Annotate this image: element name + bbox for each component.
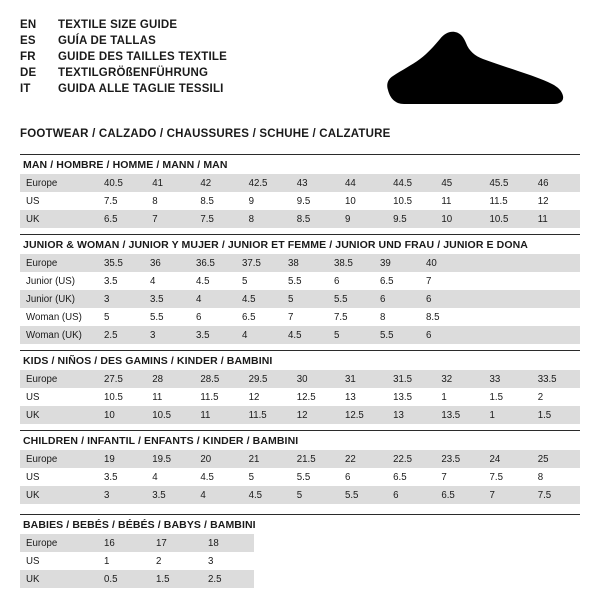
cell: 10 [98,406,146,424]
row-label: Europe [20,174,98,192]
table-row [20,308,580,326]
cell: 7.5 [104,195,118,207]
cell [523,272,580,290]
size-table-babies [20,534,580,588]
cell [466,308,523,326]
cell: 6 [374,290,420,308]
cell: 6.5 [98,210,146,228]
cell: 9 [339,210,387,228]
cell [254,570,580,588]
cell: 11 [441,195,452,207]
cell [254,552,580,570]
cell: 8 [152,195,158,207]
cell: 17 [150,534,202,552]
cell: 10.5 [484,210,532,228]
cell: 3 [98,290,144,308]
cell: 1.5 [532,406,580,424]
cell: 12 [248,391,260,403]
cell: 7.5 [532,486,580,504]
cell: 21.5 [291,450,339,468]
cell: 10 [344,195,356,207]
cell: 44.5 [387,174,435,192]
cell: 35.5 [98,254,144,272]
cell: 1 [441,391,447,403]
category-line: FOOTWEAR / CALZADO / CHAUSSURES / SCHUHE / CALZATURE [20,128,391,140]
section-title: KIDS / NIÑOS / DES GAMINS / KINDER / BAMBINI [20,350,580,370]
cell: 5 [282,290,328,308]
cell: 4.5 [196,275,210,287]
cell: 5.5 [288,275,302,287]
cell: 24 [484,450,532,468]
cell: 7.5 [194,210,242,228]
cell: 4.5 [236,290,282,308]
cell: 11.5 [489,195,508,207]
cell [466,326,523,344]
cell: 6 [344,471,351,483]
table-row [20,388,580,406]
row-label: Europe [20,254,98,272]
cell: 1 [484,406,532,424]
cell: 2 [537,391,544,403]
cell: 3 [98,486,146,504]
cell: 10.5 [146,406,194,424]
cell: 6 [420,290,466,308]
cell: 18 [202,534,254,552]
section-kids [20,350,580,424]
row-label: UK [20,486,98,504]
cell: 12 [291,406,339,424]
size-table-junior-woman [20,254,580,344]
row-label: UK [20,406,98,424]
cell: 21 [243,450,291,468]
section-title: MAN / HOMBRE / HOMME / MANN / MAN [20,154,580,174]
row-label: US [26,555,40,567]
size-table-children [20,450,580,504]
cell: 2.5 [202,570,254,588]
cell: 10.5 [104,391,123,403]
table-row [20,210,580,228]
cell: 6 [334,275,340,287]
cell [523,326,580,344]
cell [466,254,523,272]
row-label: Europe [20,450,98,468]
cell: 42.5 [243,174,291,192]
cell: 33.5 [532,370,580,388]
table-row [20,450,580,468]
language-row [20,34,227,49]
cell: 2.5 [98,326,144,344]
cell [466,290,523,308]
cell: 42 [194,174,242,192]
section-man [20,154,580,228]
cell: 6.5 [393,471,407,483]
cell: 5.5 [150,311,164,323]
cell: 3.5 [144,290,190,308]
cell: 11 [532,210,580,228]
cell: 44 [339,174,387,192]
cell: 28 [146,370,194,388]
table-row [20,174,580,192]
cell: 5 [291,486,339,504]
table-row [20,192,580,210]
cell: 4 [150,275,156,287]
cell: 3.5 [190,326,236,344]
table-row [20,570,580,588]
cell: 4 [194,486,242,504]
cell: 0.5 [98,570,150,588]
cell: 38.5 [328,254,374,272]
dress-shoe-silhouette-icon [380,22,570,110]
cell: 5 [328,326,374,344]
cell: 6.5 [435,486,483,504]
language-title: GUIDA ALLE TAGLIE TESSILI [58,83,224,95]
cell: 19.5 [146,450,194,468]
cell: 3.5 [104,471,118,483]
section-title: JUNIOR & WOMAN / JUNIOR Y MUJER / JUNIOR ET FEMME / JUNIOR UND FRAU / JUNIOR E DONA [20,234,580,254]
row-label: Woman (UK) [20,326,98,344]
cell: 29.5 [243,370,291,388]
cell: 5.5 [339,486,387,504]
cell: 3.5 [146,486,194,504]
cell: 4.5 [282,326,328,344]
cell: 10 [435,210,483,228]
cell: 4 [152,471,158,483]
cell [523,308,580,326]
table-row [20,290,580,308]
table-row [20,370,580,388]
language-row [20,82,227,97]
cell [254,534,580,552]
table-row [20,254,580,272]
table-row [20,406,580,424]
section-babies [20,514,580,588]
size-table-kids [20,370,580,424]
language-title: TEXTILGRÖßENFÜHRUNG [58,67,209,79]
cell: 1.5 [150,570,202,588]
cell: 1 [104,555,110,567]
cell: 9.5 [296,195,311,207]
cell: 3 [208,555,214,567]
language-title: GUIDE DES TAILLES TEXTILE [58,51,227,63]
cell: 36.5 [190,254,236,272]
cell: 12 [537,195,549,207]
cell: 8.5 [200,195,214,207]
cell: 33 [484,370,532,388]
size-table-man [20,174,580,228]
language-row [20,18,227,33]
table-row [20,552,580,570]
row-label: US [26,471,40,483]
language-title-list [20,18,227,97]
cell: 31.5 [387,370,435,388]
cell: 23.5 [435,450,483,468]
cell: 5.5 [296,471,311,483]
cell: 7 [426,275,432,287]
document-header [20,18,580,110]
section-children [20,430,580,504]
language-row [20,66,227,81]
cell: 12.5 [296,391,316,403]
cell: 39 [374,254,420,272]
language-title: GUÍA DE TALLAS [58,35,156,47]
row-label: Europe [20,370,98,388]
cell: 12.5 [339,406,387,424]
cell: 4.5 [200,471,214,483]
section-title: BABIES / BEBÉS / BÉBÉS / BABYS / BAMBINI [20,514,580,534]
cell: 30 [291,370,339,388]
section-title: CHILDREN / INFANTIL / ENFANTS / KINDER / BAMBINI [20,430,580,450]
cell: 7 [441,471,447,483]
cell: 27.5 [98,370,146,388]
row-label: Junior (UK) [20,290,98,308]
row-label: Woman (US) [26,311,82,323]
cell: 45.5 [484,174,532,192]
cell: 8 [380,311,386,323]
cell: 7 [484,486,532,504]
cell: 1.5 [489,391,503,403]
cell: 32 [435,370,483,388]
cell: 11.5 [200,391,219,403]
table-row [20,468,580,486]
language-code: FR [20,51,36,63]
cell: 8 [243,210,291,228]
cell: 11.5 [243,406,291,424]
cell: 5.5 [328,290,374,308]
cell: 37.5 [236,254,282,272]
cell: 16 [98,534,150,552]
row-label: UK [20,570,98,588]
cell: 40 [420,254,466,272]
cell: 45 [435,174,483,192]
language-title: TEXTILE SIZE GUIDE [58,19,178,31]
cell: 6 [420,326,466,344]
cell: 6 [196,311,202,323]
cell: 9 [248,195,254,207]
cell: 8 [537,471,544,483]
cell: 22 [339,450,387,468]
cell [523,290,580,308]
cell: 7 [288,311,294,323]
cell: 8.5 [426,311,440,323]
cell: 2 [156,555,162,567]
cell: 38 [282,254,328,272]
cell: 43 [291,174,339,192]
cell: 20 [194,450,242,468]
cell: 46 [532,174,580,192]
cell: 7 [146,210,194,228]
cell: 9.5 [387,210,435,228]
cell: 31 [339,370,387,388]
row-label: UK [20,210,98,228]
cell: 11 [194,406,242,424]
row-label: Europe [20,534,98,552]
cell: 5 [104,311,110,323]
table-row [20,326,580,344]
cell [523,254,580,272]
language-code: DE [20,67,37,79]
cell: 6.5 [242,311,256,323]
cell: 13 [344,391,356,403]
cell: 10.5 [393,195,412,207]
cell: 6 [387,486,435,504]
cell: 6.5 [380,275,394,287]
table-row [20,272,580,290]
cell: 5 [242,275,248,287]
cell: 7.5 [334,311,348,323]
cell: 4 [236,326,282,344]
cell: 41 [146,174,194,192]
cell: 4 [190,290,236,308]
cell: 36 [144,254,190,272]
cell: 11 [152,391,163,403]
cell: 7.5 [489,471,503,483]
cell: 13 [387,406,435,424]
cell: 25 [532,450,580,468]
language-code: EN [20,19,37,31]
cell: 22.5 [387,450,435,468]
row-label: US [26,195,40,207]
table-row [20,486,580,504]
row-label: Junior (US) [26,275,75,287]
section-junior-woman [20,234,580,344]
row-label: US [26,391,40,403]
cell: 40.5 [98,174,146,192]
cell: 8.5 [291,210,339,228]
cell: 3.5 [104,275,118,287]
language-code: IT [20,83,31,95]
language-row [20,50,227,65]
cell: 28.5 [194,370,242,388]
cell: 5 [248,471,254,483]
cell: 19 [98,450,146,468]
cell: 4.5 [243,486,291,504]
cell: 13.5 [435,406,483,424]
cell: 3 [144,326,190,344]
cell [466,272,523,290]
table-row [20,534,580,552]
cell: 5.5 [374,326,420,344]
cell: 13.5 [393,391,412,403]
language-code: ES [20,35,36,47]
